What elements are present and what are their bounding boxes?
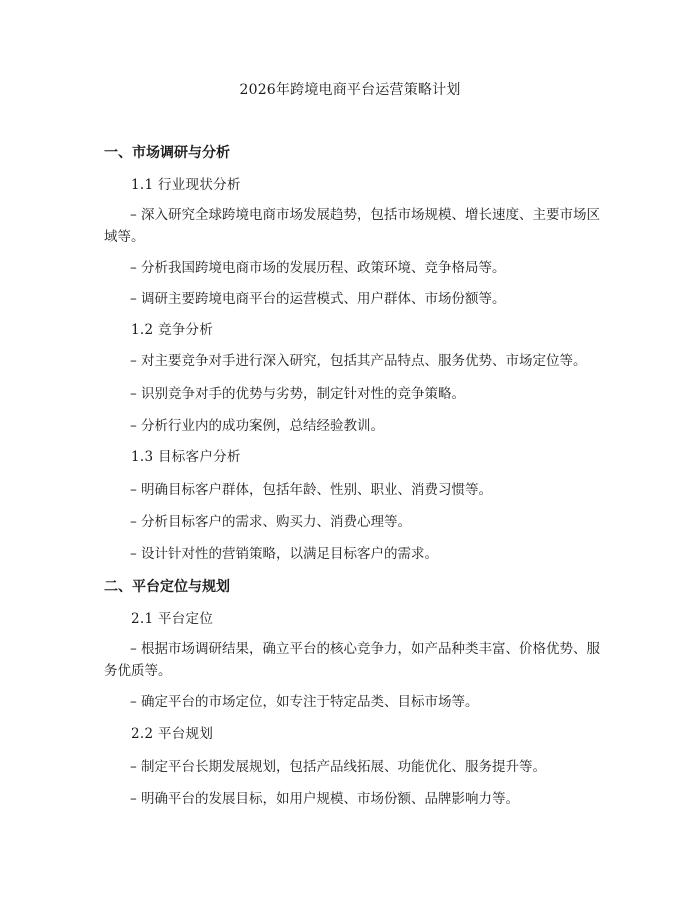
paragraph: – 对主要竞争对手进行深入研究，包括其产品特点、服务优势、市场定位等。: [130, 353, 587, 369]
document-title: 2026年跨境电商平台运营策略计划: [239, 82, 461, 98]
paragraph: – 明确目标客户群体，包括年龄、性别、职业、消费习惯等。: [130, 482, 493, 498]
paragraph: – 根据市场调研结果，确立平台的核心竞争力，如产品种类丰富、价格优势、服务优质等。: [104, 641, 601, 679]
paragraph: – 制定平台长期发展规划，包括产品线拓展、功能优化、服务提升等。: [130, 759, 547, 775]
paragraph: – 分析我国跨境电商市场的发展历程、政策环境、竞争格局等。: [130, 260, 506, 276]
subsection-heading: 1.2 竞争分析: [131, 322, 214, 338]
subsection-heading: 1.1 行业现状分析: [131, 177, 241, 193]
subsection-heading: 2.1 平台定位: [131, 611, 214, 627]
paragraph: – 深入研究全球跨境电商市场发展趋势，包括市场规模、增长速度、主要市场区域等。: [104, 207, 601, 245]
paragraph: – 调研主要跨境电商平台的运营模式、用户群体、市场份额等。: [130, 291, 506, 307]
paragraph: – 分析行业内的成功案例，总结经验教训。: [130, 418, 385, 434]
paragraph: – 明确平台的发展目标，如用户规模、市场份额、品牌影响力等。: [130, 791, 520, 807]
paragraph: – 设计针对性的营销策略，以满足目标客户的需求。: [130, 546, 439, 562]
section-heading: 二、平台定位与规划: [104, 579, 230, 595]
section-heading: 一、市场调研与分析: [104, 145, 230, 161]
paragraph: – 分析目标客户的需求、购买力、消费心理等。: [130, 514, 412, 530]
paragraph: – 确定平台的市场定位，如专注于特定品类、目标市场等。: [130, 694, 479, 710]
subsection-heading: 1.3 目标客户分析: [131, 449, 241, 465]
subsection-heading: 2.2 平台规划: [131, 726, 214, 742]
paragraph: – 识别竞争对手的优势与劣势，制定针对性的竞争策略。: [130, 386, 466, 402]
